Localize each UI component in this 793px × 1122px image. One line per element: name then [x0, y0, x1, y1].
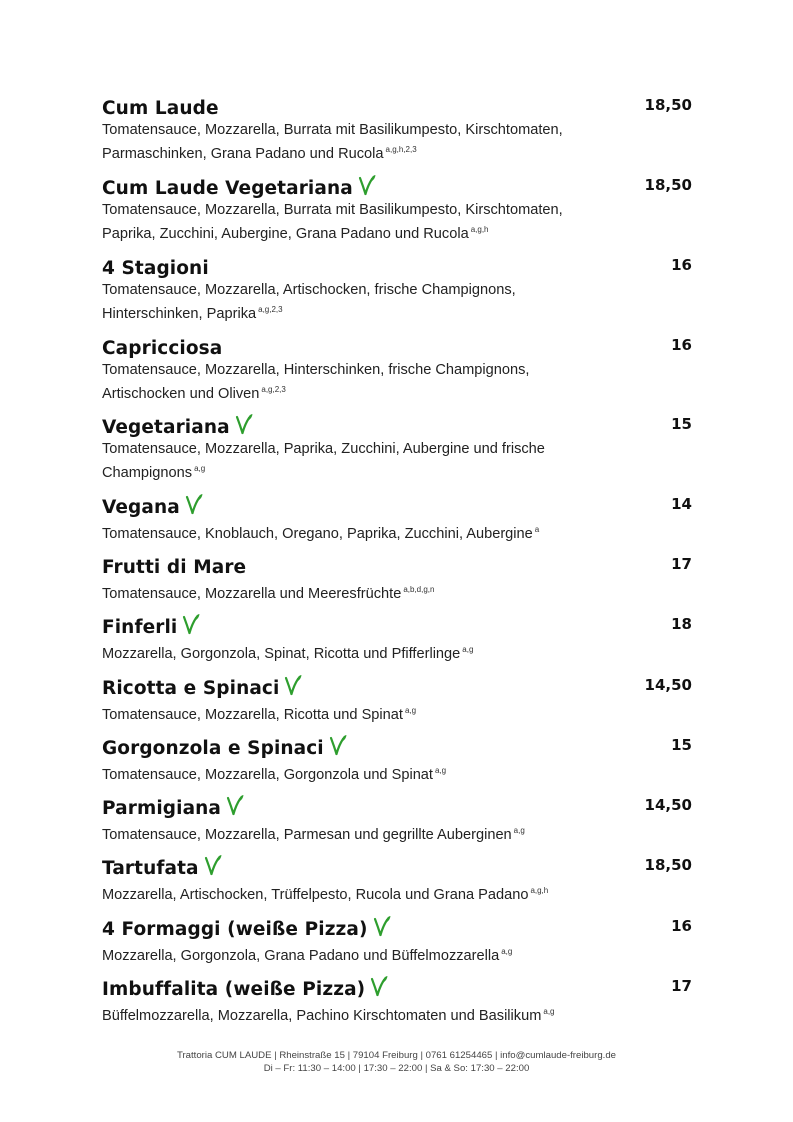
leaf-v-icon: [226, 794, 244, 816]
menu-item-price: 18,50: [644, 856, 692, 874]
description-text: Tomatensauce, Mozzarella, Gorgonzola und Spinat: [102, 767, 433, 783]
description-line: [102, 701, 622, 725]
footer-hours: Di – Fr: 11:30 – 14:00 | 17:30 – 22:00 | Sa & So: 17:30 – 22:00: [263, 1063, 530, 1074]
menu-item-header: [102, 676, 692, 700]
menu-item: [102, 555, 692, 604]
menu-item-name: Imbuffalita (weiße Pizza): [102, 978, 366, 1000]
footer: [0, 1049, 793, 1075]
menu-item: [102, 615, 692, 664]
menu-item-header: [102, 977, 692, 1001]
description-text: Tomatensauce, Mozzarella, Artischocken, frische Champignons,: [102, 282, 516, 298]
menu-item-description: [102, 761, 622, 785]
leaf-v-icon: [370, 975, 388, 997]
description-line: [102, 459, 622, 483]
menu-item-name: Finferli: [102, 616, 178, 638]
allergen-codes: a,g,2,3: [261, 385, 286, 394]
description-text: Mozzarella, Gorgonzola, Spinat, Ricotta und Pfifferlinge: [102, 646, 461, 662]
menu-item-header: [102, 495, 692, 519]
description-line: [102, 361, 622, 380]
description-text: Hinterschinken, Paprika: [102, 306, 257, 322]
description-text: Parmaschinken, Grana Padano und Rucola: [102, 146, 384, 162]
allergen-codes: a,g: [194, 464, 206, 473]
menu-item-description: [102, 440, 622, 483]
allergen-codes: a,g: [462, 645, 474, 654]
description-text: Tomatensauce, Mozzarella, Burrata mit Basilikumpesto, Kirschtomaten,: [102, 122, 563, 138]
menu-item: [102, 736, 692, 785]
menu-item-header: [102, 615, 692, 639]
menu-item-description: [102, 640, 622, 664]
leaf-v-icon: [185, 493, 203, 515]
description-line: [102, 300, 622, 324]
menu-item-description: [102, 361, 622, 404]
menu-item: [102, 176, 692, 244]
menu-item-price: 15: [671, 415, 692, 433]
description-line: [102, 380, 622, 404]
allergen-codes: a: [534, 525, 540, 534]
menu-item-price: 14,50: [644, 796, 692, 814]
allergen-codes: a,g,h: [470, 225, 489, 234]
menu-item-price: 18: [671, 615, 692, 633]
description-text: Tomatensauce, Mozzarella, Burrata mit Basilikumpesto, Kirschtomaten,: [102, 202, 563, 218]
menu-item-description: [102, 580, 622, 604]
menu-item-description: [102, 1002, 622, 1026]
description-line: [102, 220, 622, 244]
description-text: Champignons: [102, 465, 193, 481]
menu-item-description: [102, 201, 622, 244]
menu-item-price: 18,50: [644, 176, 692, 194]
allergen-codes: a,g,h: [530, 886, 549, 895]
menu-item: [102, 495, 692, 544]
menu-item: [102, 676, 692, 725]
allergen-codes: a,b,d,g,n: [403, 585, 435, 594]
menu-item-name: Cum Laude Vegetariana: [102, 177, 353, 199]
description-text: Artischocken und Oliven: [102, 386, 260, 402]
description-text: Tomatensauce, Mozzarella und Meeresfrüchte: [102, 586, 402, 602]
menu-item: [102, 336, 692, 404]
description-text: Paprika, Zucchini, Aubergine, Grana Padano und Rucola: [102, 226, 469, 242]
description-text: Tomatensauce, Mozzarella, Hinterschinken, frische Champignons,: [102, 362, 530, 378]
leaf-v-icon: [358, 174, 376, 196]
description-text: Tomatensauce, Mozzarella, Ricotta und Spinat: [102, 707, 403, 723]
allergen-codes: a,g: [434, 766, 447, 775]
menu-item: [102, 96, 692, 164]
menu-item: [102, 856, 692, 905]
description-line: [102, 580, 622, 604]
description-line: [102, 942, 622, 966]
description-line: [102, 201, 622, 220]
leaf-v-icon: [204, 854, 222, 876]
description-line: [102, 520, 622, 544]
menu-item-price: 17: [671, 977, 692, 995]
description-line: [102, 1002, 622, 1026]
menu-item-header: [102, 796, 692, 820]
menu-item-header: [102, 336, 692, 360]
description-text: Büffelmozzarella, Mozzarella, Pachino Kirschtomaten und Basilikum: [102, 1008, 542, 1024]
menu-item-header: [102, 917, 692, 941]
description-line: [102, 140, 622, 164]
menu-item-price: 15: [671, 736, 692, 754]
description-text: Tomatensauce, Knoblauch, Oregano, Paprika, Zucchini, Aubergine: [102, 526, 533, 542]
menu-item-price: 14,50: [644, 676, 692, 694]
menu-item-description: [102, 942, 622, 966]
description-text: Mozzarella, Artischocken, Trüffelpesto, Rucola und Grana Padano: [102, 887, 529, 903]
menu-item-description: [102, 121, 622, 164]
leaf-v-icon: [235, 413, 253, 435]
menu-item-name: Tartufata: [102, 857, 199, 879]
menu-item-price: 16: [671, 336, 692, 354]
menu-item-header: [102, 555, 692, 579]
allergen-codes: a,g: [543, 1007, 555, 1016]
menu-item-name: Vegana: [102, 496, 180, 518]
menu-item-header: [102, 856, 692, 880]
menu-item-header: [102, 96, 692, 120]
leaf-v-icon: [373, 915, 391, 937]
description-line: [102, 281, 622, 300]
description-line: [102, 440, 622, 459]
menu-item-header: [102, 415, 692, 439]
menu-item-header: [102, 256, 692, 280]
menu-item-description: [102, 881, 622, 905]
menu-item-description: [102, 821, 622, 845]
menu-item-name: 4 Formaggi (weiße Pizza): [102, 918, 368, 940]
menu-item-name: 4 Stagioni: [102, 257, 209, 279]
menu-item: [102, 917, 692, 966]
menu-item: [102, 415, 692, 483]
footer-address: Trattoria CUM LAUDE | Rheinstraße 15 | 79104 Freiburg | 0761 61254465 | info@cumlaude-freiburg.de: [176, 1050, 617, 1061]
menu-item: [102, 977, 692, 1026]
menu-item-name: Parmigiana: [102, 797, 222, 819]
menu-item: [102, 256, 692, 324]
menu-item-price: 16: [671, 256, 692, 274]
description-line: [102, 821, 622, 845]
description-line: [102, 640, 622, 664]
description-line: [102, 121, 622, 140]
menu-item-name: Frutti di Mare: [102, 556, 247, 578]
description-text: Tomatensauce, Mozzarella, Paprika, Zucchini, Aubergine und frische: [102, 441, 545, 457]
menu-item-header: [102, 176, 692, 200]
allergen-codes: a,g: [404, 706, 417, 715]
menu-item: [102, 796, 692, 845]
menu-item-description: [102, 281, 622, 324]
menu-item-price: 17: [671, 555, 692, 573]
menu-item-price: 16: [671, 917, 692, 935]
description-line: [102, 881, 622, 905]
description-line: [102, 761, 622, 785]
menu-item-description: [102, 520, 622, 544]
menu-item-name: Gorgonzola e Spinaci: [102, 737, 324, 759]
leaf-v-icon: [182, 613, 200, 635]
leaf-v-icon: [284, 674, 302, 696]
allergen-codes: a,g: [513, 826, 525, 835]
menu-item-name: Ricotta e Spinaci: [102, 677, 280, 699]
description-text: Tomatensauce, Mozzarella, Parmesan und gegrillte Auberginen: [102, 827, 512, 843]
menu-item-description: [102, 701, 622, 725]
menu-item-name: Capricciosa: [102, 337, 223, 359]
allergen-codes: a,g,2,3: [258, 305, 283, 314]
allergen-codes: a,g,h,2,3: [385, 145, 417, 154]
menu-item-name: Cum Laude: [102, 97, 219, 119]
menu-item-price: 18,50: [644, 96, 692, 114]
menu-item-name: Vegetariana: [102, 416, 230, 438]
leaf-v-icon: [329, 734, 347, 756]
menu-item-price: 14: [671, 495, 692, 513]
description-text: Mozzarella, Gorgonzola, Grana Padano und Büffelmozzarella: [102, 948, 500, 964]
menu-item-header: [102, 736, 692, 760]
allergen-codes: a,g: [501, 947, 513, 956]
